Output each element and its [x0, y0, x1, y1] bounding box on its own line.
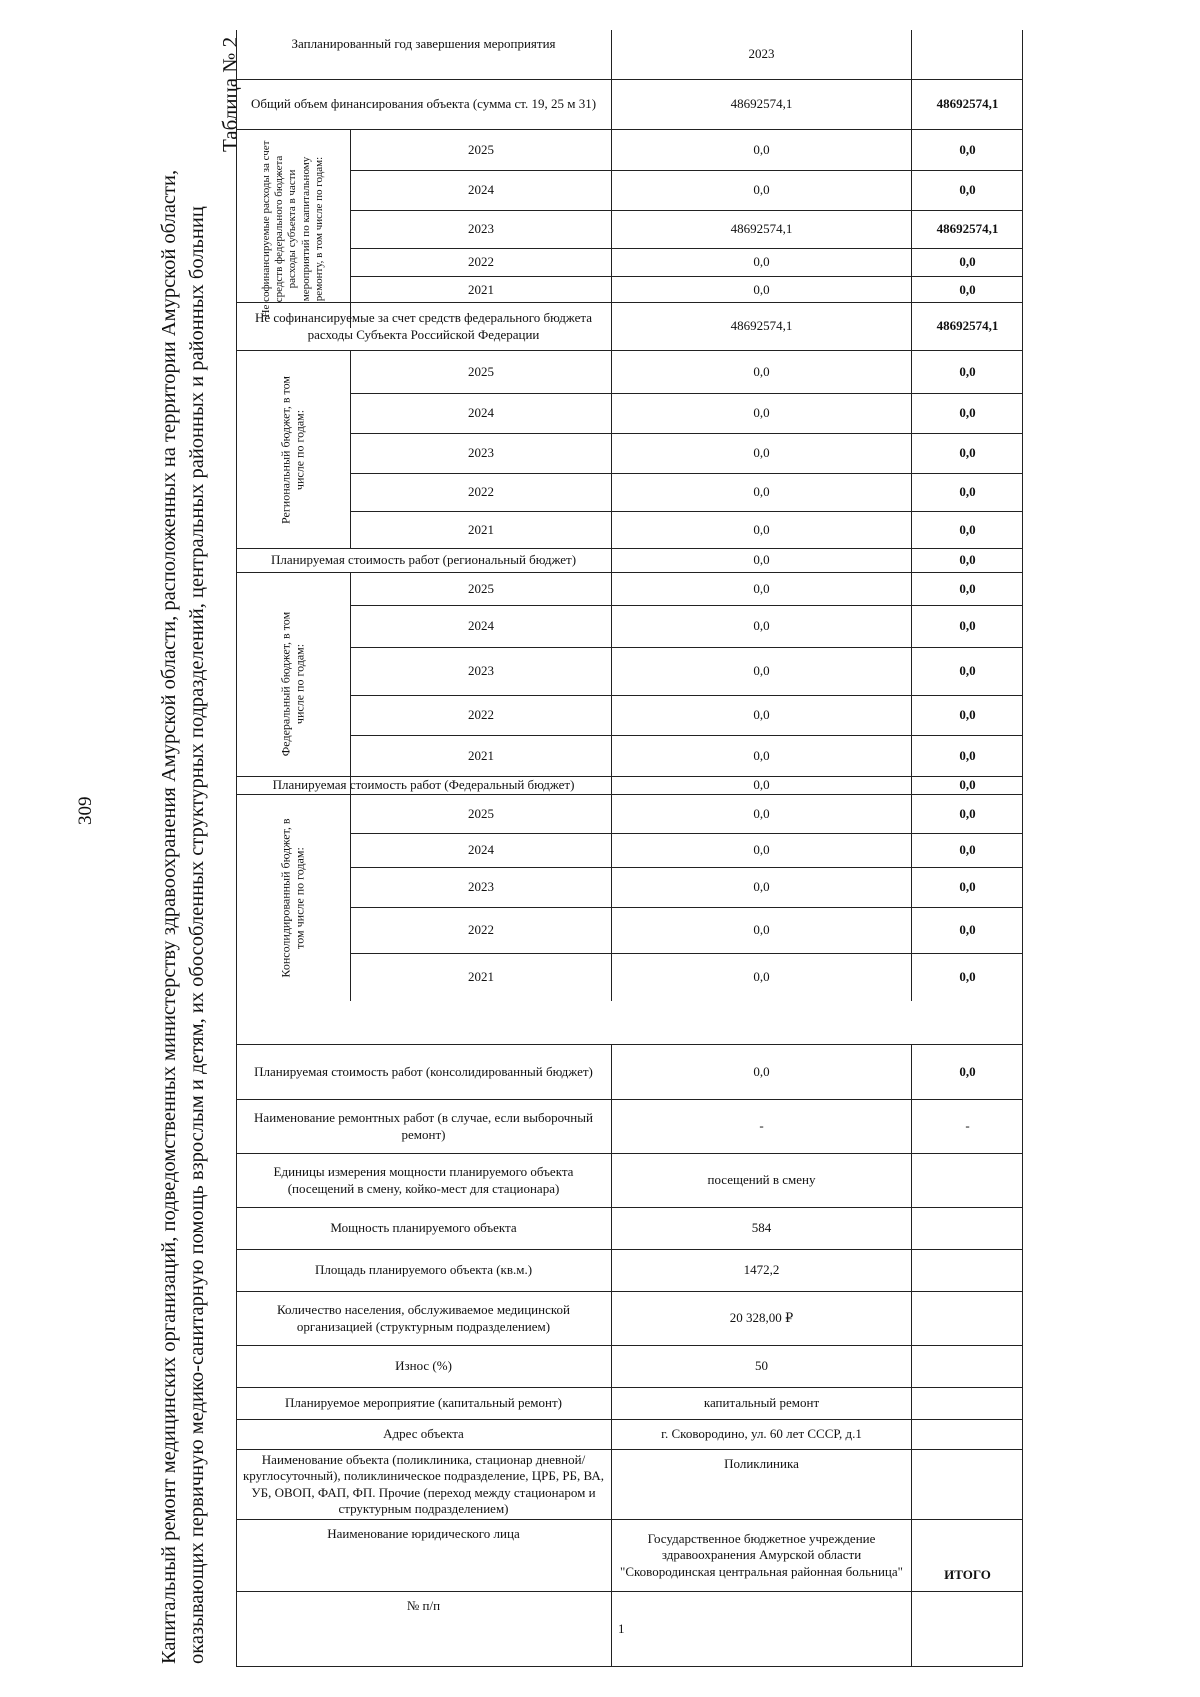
year-row	[351, 573, 611, 605]
year-row	[351, 647, 611, 695]
row-year-end	[236, 30, 1023, 79]
year-label: 2022	[468, 484, 494, 500]
year-value: 0,0	[611, 473, 911, 511]
group-regional	[236, 350, 1023, 548]
year-total: 0,0	[911, 276, 1023, 303]
year-label: 2024	[468, 842, 494, 858]
row-value: 0,0	[611, 1045, 911, 1099]
year-value: 0,0	[611, 647, 911, 695]
row-value: Государственное бюджетное учреждение здравоохранения Амурской области "Сковородинская центральная районная больница"	[611, 1520, 911, 1591]
year-total: 0,0	[911, 130, 1023, 170]
year-label: 2022	[468, 707, 494, 723]
row-total	[911, 1154, 1023, 1207]
year-label: 2022	[468, 254, 494, 270]
year-row	[351, 130, 611, 170]
group-label-cell	[236, 795, 351, 1001]
year-row	[351, 210, 611, 248]
year-label: 2021	[468, 748, 494, 764]
year-value: 0,0	[611, 833, 911, 867]
row-value: Поликлиника	[611, 1450, 911, 1519]
row-label: Износ (%)	[395, 1358, 452, 1374]
year-label: 2025	[468, 580, 494, 596]
group-federal	[236, 572, 1023, 794]
year-value: 0,0	[611, 393, 911, 433]
year-row	[351, 393, 611, 433]
row-activity	[236, 1387, 1023, 1419]
group-nonco	[236, 129, 1023, 327]
year-total: 0,0	[911, 573, 1023, 605]
year-total: 0,0	[911, 605, 1023, 647]
row-area	[236, 1249, 1023, 1291]
year-total: 0,0	[911, 248, 1023, 276]
year-value: 0,0	[611, 170, 911, 210]
row-total	[911, 1292, 1023, 1345]
year-row	[351, 867, 611, 907]
row-label: Планируемое мероприятие (капитальный ремонт)	[285, 1395, 562, 1411]
row-object-name	[236, 1449, 1023, 1519]
document-heading-line-2: оказывающих первичную медико-санитарную помощь взрослым и детям, их обособленных структурных подразделений, центральных районных и районных больниц	[186, 206, 208, 1664]
row-value: 0,0	[611, 549, 911, 572]
row-label: Не софинансируемые за счет средств федерального бюджета расходы Субъекта Российской Федерации	[255, 310, 592, 342]
year-value: 0,0	[611, 867, 911, 907]
row-total	[911, 30, 1023, 79]
year-label: 2021	[468, 281, 494, 297]
group-label-cell	[236, 351, 351, 549]
year-total: 48692574,1	[911, 210, 1023, 248]
group-consolidated	[236, 794, 1023, 1000]
year-value: 0,0	[611, 511, 911, 549]
row-consolidated-total	[236, 1044, 1023, 1099]
row-total	[911, 1420, 1023, 1449]
year-total: 0,0	[911, 695, 1023, 735]
table-label: Таблица № 2	[218, 36, 242, 152]
year-value: 0,0	[611, 795, 911, 833]
row-total: ИТОГО	[911, 1520, 1023, 1591]
year-label: 2025	[468, 363, 494, 379]
row-value: 48692574,1	[611, 80, 911, 129]
row-value: посещений в смену	[611, 1154, 911, 1207]
row-value: 48692574,1	[611, 303, 911, 350]
year-row	[351, 351, 611, 393]
row-wear	[236, 1345, 1023, 1387]
row-label: Наименование ремонтных работ (в случае, если выборочный ремонт)	[254, 1110, 593, 1142]
year-total: 0,0	[911, 647, 1023, 695]
row-value: 584	[611, 1208, 911, 1249]
year-label: 2023	[468, 221, 494, 237]
year-label: 2024	[468, 182, 494, 198]
group-label-cell	[236, 130, 351, 328]
year-value: 0,0	[611, 605, 911, 647]
year-row	[351, 833, 611, 867]
year-label: 2023	[468, 879, 494, 895]
row-total: 0,0	[911, 549, 1023, 572]
year-label: 2025	[468, 805, 494, 821]
row-label: Планируемая стоимость работ (региональный бюджет)	[270, 552, 577, 568]
row-regional-total	[236, 548, 1023, 572]
year-total: 0,0	[911, 433, 1023, 473]
year-total: 0,0	[911, 393, 1023, 433]
row-total: 0,0	[911, 777, 1023, 794]
row-total	[911, 1388, 1023, 1419]
row-value: г. Сковородино, ул. 60 лет СССР, д.1	[611, 1420, 911, 1449]
year-row	[351, 276, 611, 303]
document-heading-line-1: Капитальный ремонт медицинских организаций, подведомственных министерству здравоохранения Амурской области, расположенных на территории Амурской области,	[158, 169, 180, 1664]
row-value: 2023	[611, 30, 911, 79]
row-capacity	[236, 1207, 1023, 1249]
year-label: 2024	[468, 405, 494, 421]
year-total: 0,0	[911, 473, 1023, 511]
year-label: 2024	[468, 618, 494, 634]
year-value: 0,0	[611, 695, 911, 735]
row-label: Планируемая стоимость работ (Федеральный бюджет)	[272, 777, 575, 793]
year-row	[351, 735, 611, 777]
year-total: 0,0	[911, 867, 1023, 907]
row-value: 0,0	[611, 777, 911, 794]
year-total: 0,0	[911, 735, 1023, 777]
row-label: Наименование объекта (поликлиника, стационар дневной/круглосуточный), поликлиническое подразделение, ЦРБ, РБ, ВА, УБ, ОВОП, ФАП, ФП. Прочие (переход между стационаром и структурным подразделением)	[242, 1452, 605, 1516]
row-label: Мощность планируемого объекта	[330, 1220, 517, 1236]
year-label: 2022	[468, 922, 494, 938]
row-total	[911, 1250, 1023, 1291]
year-value: 0,0	[611, 953, 911, 1001]
year-label: 2023	[468, 445, 494, 461]
year-row	[351, 473, 611, 511]
row-address	[236, 1419, 1023, 1449]
row-label: Наименование юридического лица	[327, 1526, 520, 1541]
year-value: 48692574,1	[611, 210, 911, 248]
row-population	[236, 1291, 1023, 1345]
group-label: Федеральный бюджет, в том числе по годам:	[278, 611, 307, 757]
year-value: 0,0	[611, 573, 911, 605]
row-label: Общий объем финансирования объекта (сумма ст. 19, 25 м 31)	[250, 96, 597, 112]
year-label: 2021	[468, 522, 494, 538]
row-label: Единицы измерения мощности планируемого объекта (посещений в смену, койко-мест для стационара)	[273, 1164, 574, 1196]
year-row	[351, 433, 611, 473]
year-value: 0,0	[611, 735, 911, 777]
year-total: 0,0	[911, 170, 1023, 210]
year-value: 0,0	[611, 907, 911, 953]
row-label: Площадь планируемого объекта (кв.м.)	[314, 1262, 533, 1278]
year-row	[351, 695, 611, 735]
year-row	[351, 511, 611, 549]
row-value: 20 328,00 ₽	[611, 1292, 911, 1345]
row-total	[911, 1208, 1023, 1249]
year-row	[351, 248, 611, 276]
financing-table	[236, 30, 1023, 1667]
row-total	[911, 1450, 1023, 1519]
year-value: 0,0	[611, 248, 911, 276]
year-row	[351, 907, 611, 953]
row-value: 1472,2	[611, 1250, 911, 1291]
row-label: Количество населения, обслуживаемое медицинской организацией (структурным подразделением)	[277, 1302, 570, 1334]
year-total: 0,0	[911, 351, 1023, 393]
year-value: 0,0	[611, 433, 911, 473]
row-value: 1	[611, 1592, 911, 1667]
row-total	[911, 1592, 1023, 1667]
year-label: 2025	[468, 141, 494, 157]
year-label: 2021	[468, 969, 494, 985]
row-total: 48692574,1	[911, 303, 1023, 350]
row-total-financing	[236, 79, 1023, 129]
row-label: Планируемая стоимость работ (консолидированный бюджет)	[254, 1063, 593, 1079]
row-federal-total	[236, 776, 1023, 794]
group-label: Региональный бюджет, в том числе по годам:	[278, 376, 307, 524]
year-total: 0,0	[911, 907, 1023, 953]
year-total: 0,0	[911, 953, 1023, 1001]
row-repair-name	[236, 1099, 1023, 1153]
row-total	[911, 1346, 1023, 1387]
year-row	[351, 605, 611, 647]
group-label: Не софинансируемые расходы за счет средств федерального бюджета расходы субъекта в части мероприятий по капитальному ремонту, в том числе по годам:	[260, 140, 325, 318]
row-label: № п/п	[406, 1598, 441, 1613]
year-value: 0,0	[611, 130, 911, 170]
row-number	[236, 1591, 1023, 1667]
year-value: 0,0	[611, 351, 911, 393]
row-nonco-total	[236, 302, 1023, 350]
row-label: Запланированный год завершения мероприятия	[291, 36, 556, 51]
year-row	[351, 795, 611, 833]
year-row	[351, 953, 611, 1001]
row-value: 50	[611, 1346, 911, 1387]
row-label: Адрес объекта	[383, 1426, 464, 1442]
year-total: 0,0	[911, 511, 1023, 549]
group-label-cell	[236, 573, 351, 795]
group-label: Консолидированный бюджет, в том числе по годам:	[278, 818, 307, 978]
row-capacity-units	[236, 1153, 1023, 1207]
year-row	[351, 170, 611, 210]
year-total: 0,0	[911, 795, 1023, 833]
row-total: -	[911, 1100, 1023, 1153]
page-number: 309	[75, 796, 96, 825]
year-label: 2023	[468, 663, 494, 679]
year-total: 0,0	[911, 833, 1023, 867]
row-total: 0,0	[911, 1045, 1023, 1099]
year-value: 0,0	[611, 276, 911, 303]
row-legal-entity	[236, 1519, 1023, 1591]
row-value: -	[611, 1100, 911, 1153]
row-total: 48692574,1	[911, 80, 1023, 129]
row-value: капитальный ремонт	[611, 1388, 911, 1419]
